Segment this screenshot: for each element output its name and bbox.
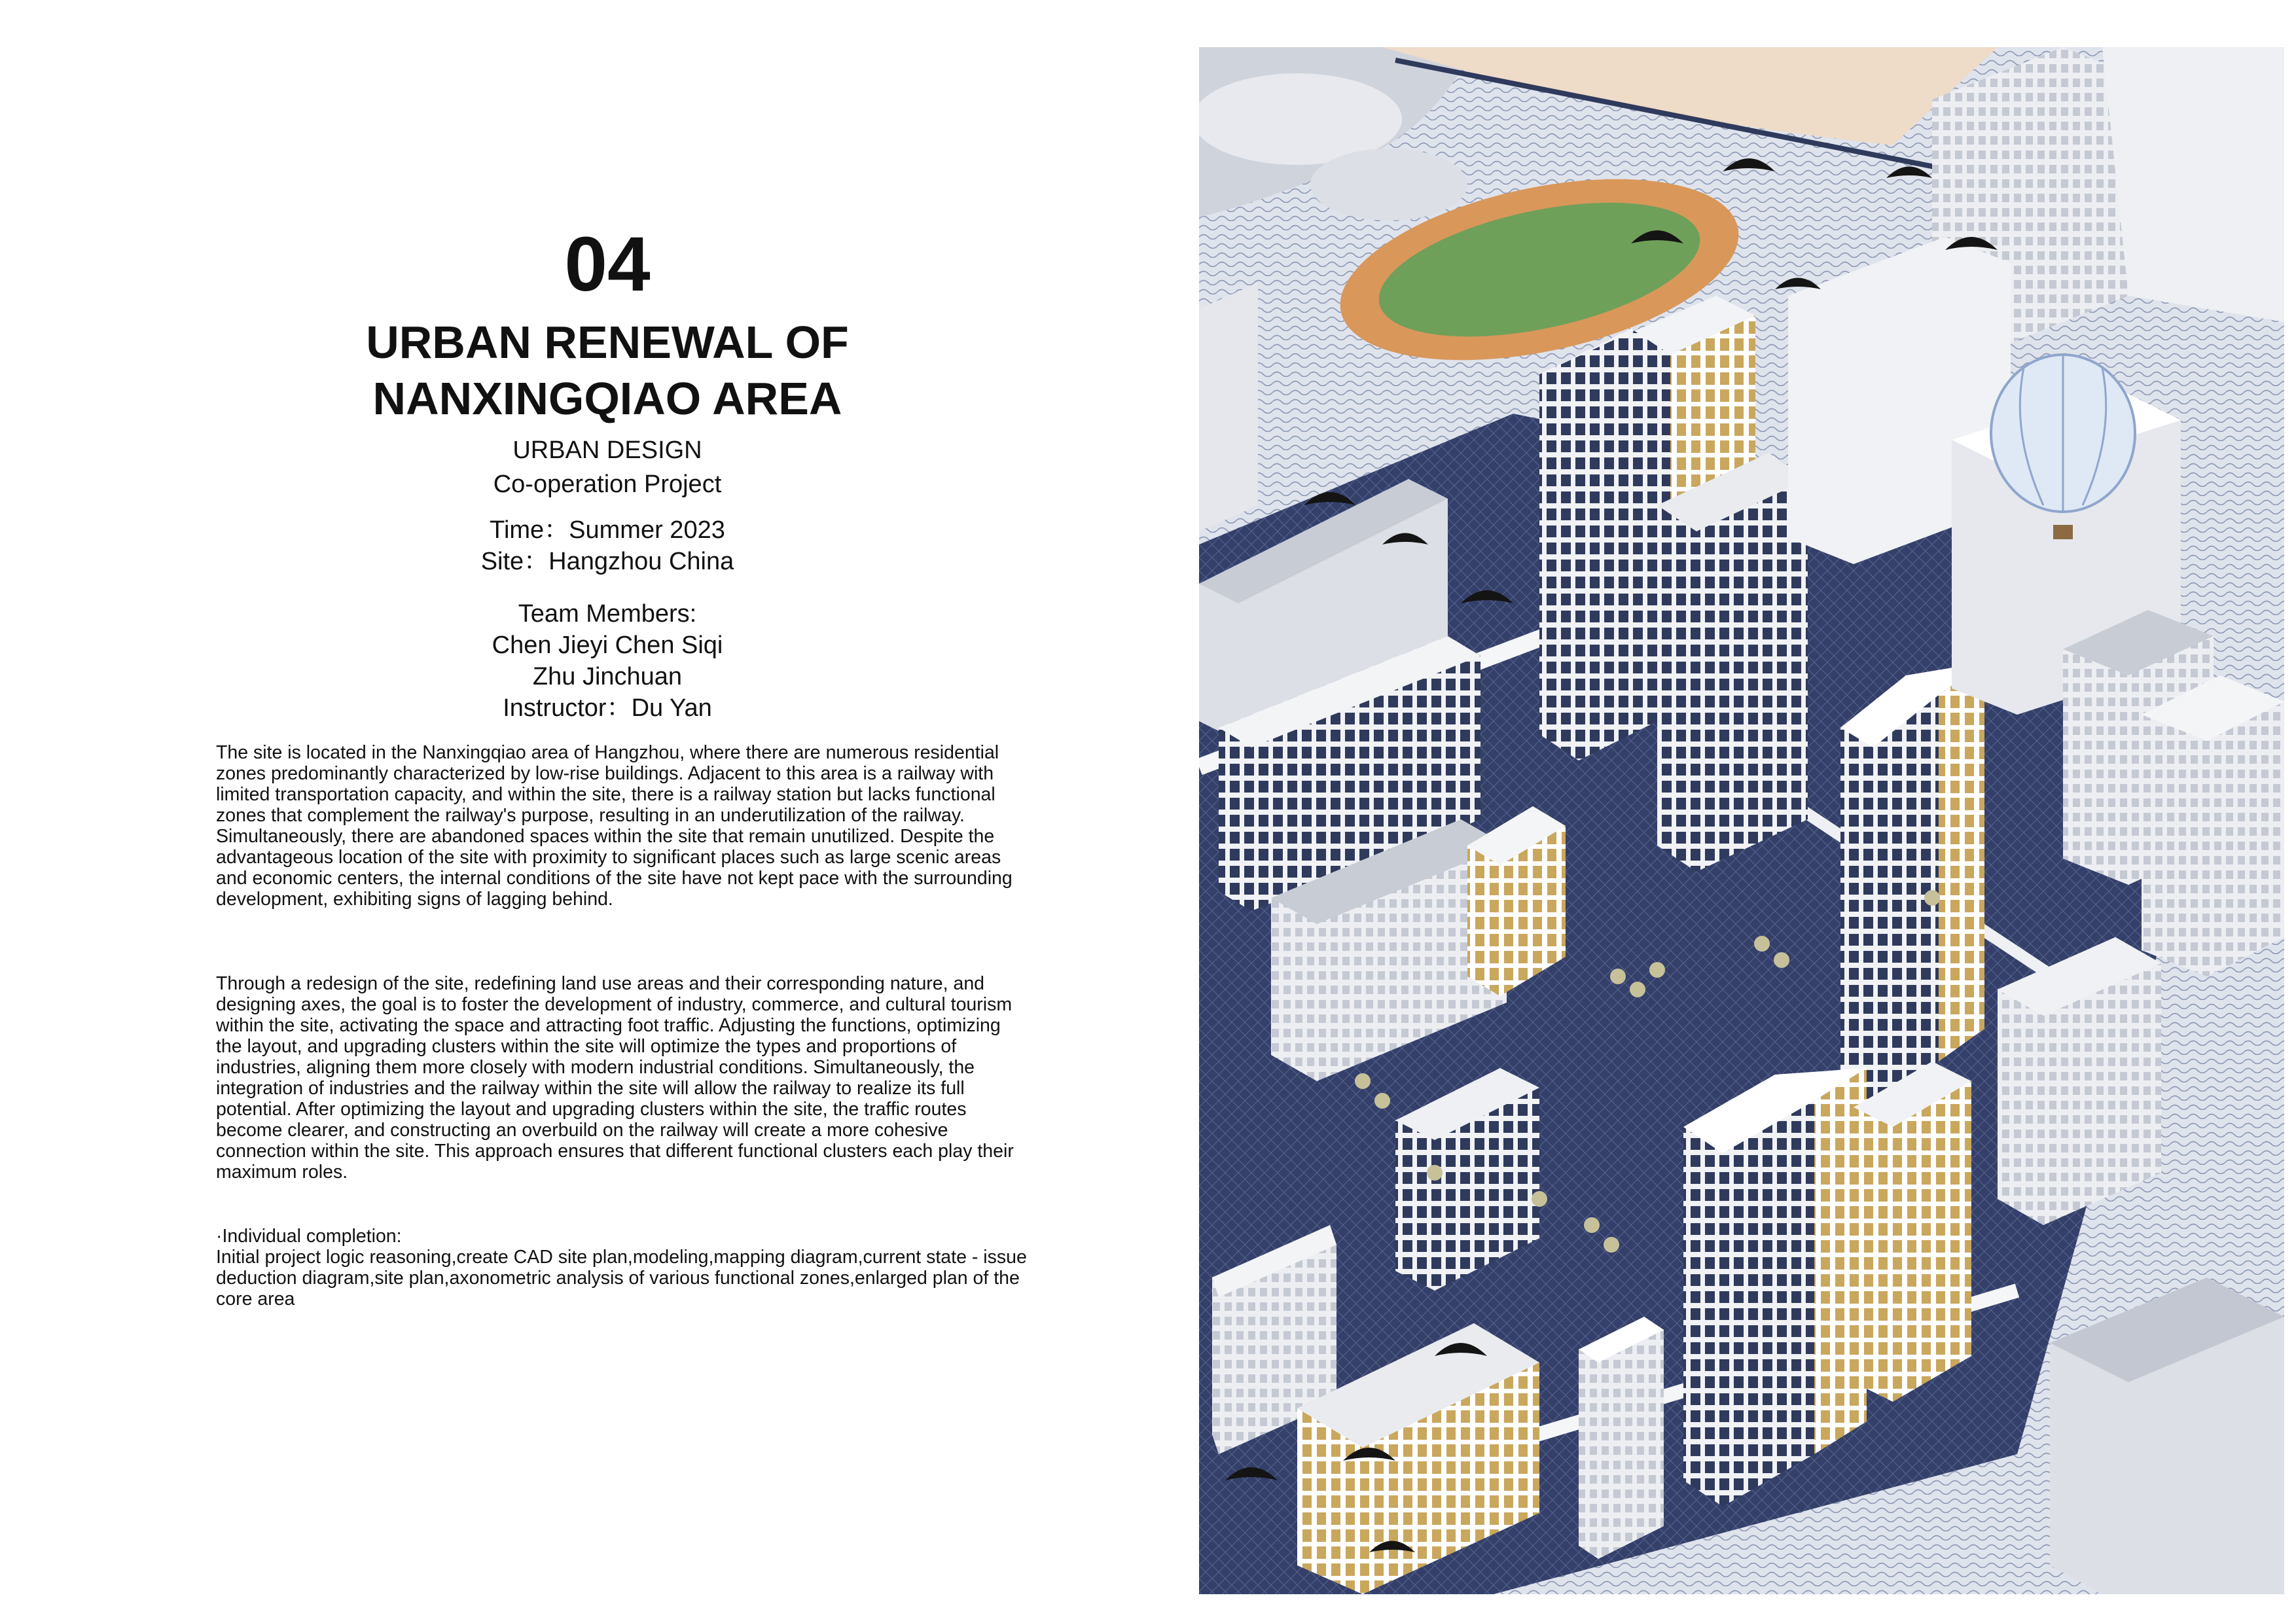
building	[2102, 47, 2284, 322]
balloon-basket	[2053, 525, 2073, 539]
team-members-2: Zhu Jinchuan	[532, 663, 683, 690]
subtitle-line-2: Co-operation Project	[493, 471, 722, 498]
project-meta	[215, 514, 1000, 577]
building	[1199, 283, 1258, 531]
project-title	[215, 314, 1000, 427]
site-line: Site：Hangzhou China	[480, 548, 734, 575]
team-block	[215, 598, 1000, 724]
project-number: 04	[564, 221, 651, 308]
cloud	[1310, 149, 1467, 221]
tower	[1539, 329, 1670, 760]
team-heading: Team Members:	[518, 600, 697, 628]
title-line-1: URBAN RENEWAL OF	[366, 317, 849, 368]
individual-text: Initial project logic reasoning,create CAD site plan,modeling,mapping diagram,current state - issue deduction diagram,site plan,axonometric analysis of various functional zones,enlarged plan of the core area	[216, 1247, 1027, 1310]
team-members-1: Chen Jieyi Chen Siqi	[492, 632, 723, 659]
subtitle-line-1: URBAN DESIGN	[512, 437, 702, 464]
individual-heading: ·Individual completion:	[216, 1226, 402, 1247]
time-line: Time：Summer 2023	[490, 516, 725, 544]
description-paragraph-2: Through a redesign of the site, redefining land use areas and their corresponding nature, and designing axes, the goal is to foster the development of industry, commerce, and cultural tourism within the site, activating the space and attracting foot traffic. Adjusting the functions, optimizing the layout, and upgrading clusters within the site will optimize the types and proportions of industries, aligning them more closely with modern industrial conditions. Simultaneously, the integration of industries and the railway within the site will allow the railway to realize its full potential. After optimizing the layout and upgrading clusters within the site, the traffic routes become clearer, and constructing an overbuild on the railway will create a more cohesive connection within the site. This approach ensures that different functional clusters each play their maximum roles.	[216, 973, 1014, 1183]
instructor-line: Instructor：Du Yan	[503, 694, 712, 722]
title-line-2: NANXINGQIAO AREA	[372, 373, 842, 424]
tower	[1939, 662, 1984, 1061]
axonometric-illustration	[1199, 47, 2284, 1594]
individual-completion	[216, 1226, 1031, 1310]
description-paragraph-1: The site is located in the Nanxingqiao area of Hangzhou, where there are numerous residential zones predominantly characterized by low-rise buildings. Adjacent to this area is a railway with limited transportation capacity, and within the site, there is a railway station but lacks functional zones that complement the railway's purpose, resulting in an underutilization of the railway. Simultaneously, there are abandoned spaces within the site that remain unutilized. Despite the advantageous location of the site with proximity to significant places such as large scenic areas and economic centers, the internal conditions of the site have not kept pace with the surrounding development, exhibiting signs of lagging behind.	[216, 742, 1013, 910]
project-subtitle	[215, 433, 1000, 501]
tower	[1840, 675, 1939, 1114]
